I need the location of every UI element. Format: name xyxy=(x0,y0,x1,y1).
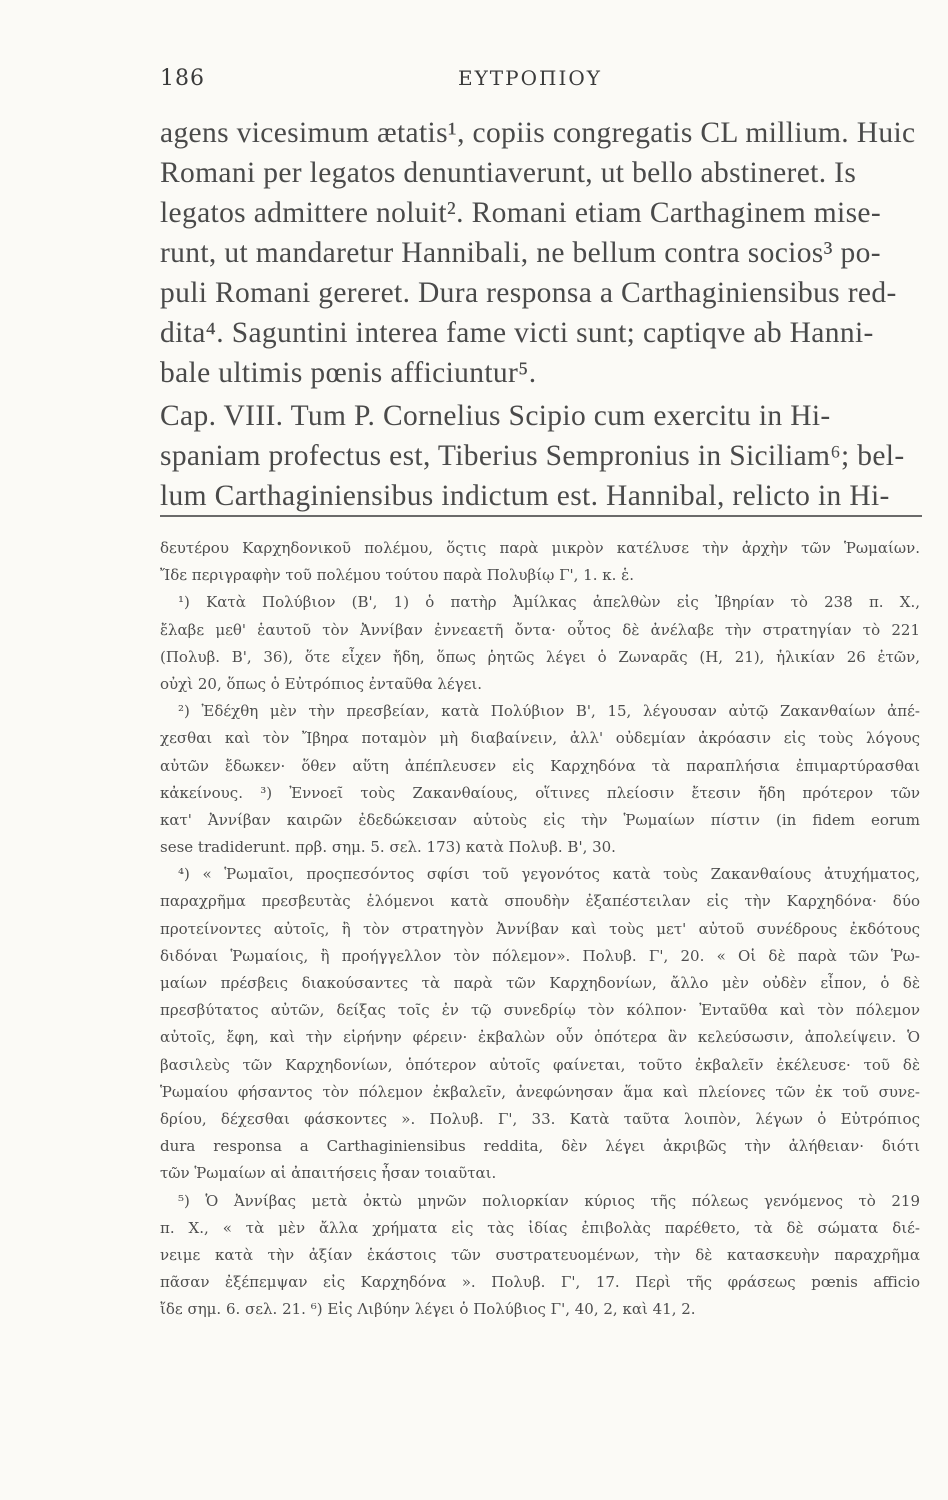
footnote-line: dura responsa a Carthaginiensibus reddita, δὲν λέγει ἀκριβῶς τὴν ἀλήθειαν· διότι xyxy=(160,1137,920,1156)
footnote-line: χεσθαι καὶ τὸν Ἴβηρα ποταμὸν μὴ διαβαίνειν, ἀλλ' οὐδεμίαν ἀκρόασιν εἰς τοὺς λόγους xyxy=(160,729,920,748)
footnote-line: δρίου, δέχεσθαι φάσκοντες ». Πολυβ. Γ', 33. Κατὰ ταῦτα λοιπὸν, λέγων ὁ Εὐτρόπιος xyxy=(160,1109,920,1128)
footnote-line: Ἴδε περιγραφὴν τοῦ πολέμου τούτου παρὰ Πολυβίῳ Γ', 1. κ. ἑ. xyxy=(160,566,634,585)
text-line: dita⁴. Saguntini interea fame victi sunt; captiqve ab Hanni- xyxy=(160,317,874,349)
footnote-line: ⁵) Ὁ Ἀννίβας μετὰ ὀκτὼ μηνῶν πολιορκίαν κύριος τῆς πόλεως γενόμενος τὸ 219 xyxy=(178,1191,920,1210)
main-text xyxy=(160,113,922,516)
footnotes xyxy=(160,535,920,1323)
footnote-line: πᾶσαν ἐξέπεμψαν εἰς Καρχηδόνα ». Πολυβ. Γ', 17. Περὶ τῆς φράσεως pœnis afficio xyxy=(160,1273,920,1292)
footnote-line: ²) Ἐδέχθη μὲν τὴν πρεσβείαν, κατὰ Πολύβιον Β', 15, λέγουσαν αὐτῷ Ζακανθαίων ἀπέ- xyxy=(178,702,920,721)
page-number: 186 xyxy=(160,66,205,91)
footnote-divider xyxy=(160,515,922,517)
footnote-line: ¹) Κατὰ Πολύβιον (Β', 1) ὁ πατὴρ Ἀμίλκας ἀπελθὼν εἰς Ἰβηρίαν τὸ 238 π. Χ., xyxy=(178,593,920,612)
text-line: puli Romani gereret. Dura responsa a Carthaginiensibus red- xyxy=(160,277,897,309)
footnote-line: τῶν Ῥωμαίων αἱ ἀπαιτήσεις ἦσαν τοιαῦται. xyxy=(160,1164,497,1183)
footnote-line: (Πολυβ. Β', 36), ὅτε εἶχεν ἤδη, ὅπως ῥητῶς λέγει ὁ Ζωναρᾶς (Η, 21), ἡλικίαν 26 ἐτῶν, xyxy=(160,647,920,666)
page-header xyxy=(160,66,860,96)
footnote-line: αὐτοῖς, ἔφη, καὶ τὴν εἰρήνην φέρειν· ἐκβαλὼν οὖν ὁπότερα ἂν κελεύσωσιν, ἀπολείψειν. Ὁ xyxy=(160,1028,920,1047)
footnote-line: ἔλαβε μεθ' ἑαυτοῦ τὸν Ἀννίβαν ἐννεαετῆ ὄντα· οὗτος δὲ ἀνέλαβε τὴν στρατηγίαν τὸ 221 xyxy=(160,620,920,639)
footnote-line: π. Χ., « τὰ μὲν ἄλλα χρήματα εἰς τὰς ἰδίας ἐπιβολὰς παρέθετο, τὰ δὲ σώματα διέ- xyxy=(160,1218,920,1237)
text-line: runt, ut mandaretur Hannibali, ne bellum contra socios³ po- xyxy=(160,237,881,269)
footnote-line: μαίων πρέσβεις διακούσαντες τὰ παρὰ τῶν Καρχηδονίων, ἄλλο μὲν οὐδὲν εἶπον, ὁ δὲ xyxy=(160,974,920,992)
footnote-line: βασιλεὺς τῶν Καρχηδονίων, ὁπότερον αὐτοῖς φαίνεται, τοῦτο ἐκβαλεῖν ἐκέλευσε· τοῦ δὲ xyxy=(160,1055,920,1074)
footnote-line: κἀκείνους. ³) Ἐννοεῖ τοὺς Ζακανθαίους, οἵτινες πλείοσιν ἔτεσιν ἤδη πρότερον τῶν xyxy=(160,783,920,802)
footnote-line: νειμε κατὰ τὴν ἀξίαν ἑκάστοις τῶν συστρατευομένων, τὴν δὲ κατασκευὴν παραχρῆμα xyxy=(160,1245,920,1264)
text-line: bale ultimis pœnis afficiuntur⁵. xyxy=(160,357,537,389)
running-head: ΕΥΤΡΟΠΙΟΥ xyxy=(458,66,602,90)
footnote-line: ἴδε σημ. 6. σελ. 21. ⁶) Εἰς Λιβύην λέγει ὁ Πολύβιος Γ', 40, 2, καὶ 41, 2. xyxy=(160,1300,696,1319)
footnote-line: sese tradiderunt. πρβ. σημ. 5. σελ. 173) κατὰ Πολυβ. Β', 30. xyxy=(160,838,616,857)
footnote-line: οὐχὶ 20, ὅπως ὁ Εὐτρόπιος ἐνταῦθα λέγει. xyxy=(160,674,483,693)
footnote-line: κατ' Ἀννίβαν καιρῶν ἐδεδώκεισαν αὑτοὺς εἰς τὴν Ῥωμαίων πίστιν (in fidem eorum xyxy=(160,810,920,829)
footnote-line: αὐτῶν ἔδωκεν· ὅθεν αὕτη ἀπέπλευσεν εἰς Καρχηδόνα τὰ παραπλήσια ἐπιμαρτύρασθαι xyxy=(160,756,920,775)
footnote-line: διδόναι Ῥωμαίοις, ἢ προήγγελλον τὸν πόλεμον». Πολυβ. Γ', 20. « Οἱ δὲ παρὰ τῶν Ῥω- xyxy=(160,946,920,965)
text-line: Romani per legatos denuntiaverunt, ut bello abstineret. Is xyxy=(160,157,857,189)
footnote-line: πρεσβύτατος αὐτῶν, δείξας τοῖς ἐν τῷ συνεδρίῳ τὸν κόλπον· Ἐνταῦθα καὶ τὸν πόλεμον xyxy=(160,1001,920,1020)
text-line: lum Carthaginiensibus indictum est. Hannibal, relicto in Hi- xyxy=(160,480,890,512)
text-line: spaniam profectus est, Tiberius Sempronius in Siciliam⁶; bel- xyxy=(160,440,905,472)
footnote-line: ⁴) « Ῥωμαῖοι, προςπεσόντος σφίσι τοῦ γεγονότος κατὰ τοὺς Ζακανθαίους ἀτυχήματος, xyxy=(178,865,920,884)
chapter-heading-line: Cap. VIII. Tum P. Cornelius Scipio cum exercitu in Hi- xyxy=(160,400,831,432)
text-line: legatos admittere noluit². Romani etiam Carthaginem mise- xyxy=(160,197,882,229)
footnote-line: προτείνοντες αὐτοῖς, ἢ τὸν στρατηγὸν Ἀννίβαν καὶ τοὺς μετ' αὐτοῦ συνέδρους ἐκδότους xyxy=(160,919,920,938)
footnote-line: Ῥωμαίου φήσαντος τὸν πόλεμον ἐκβαλεῖν, ἀνεφώνησαν ἅμα καὶ πλείονες τῶν ἐκ τοῦ συνε- xyxy=(160,1082,920,1101)
footnote-line: παραχρῆμα πρεσβευτὰς ἑλόμενοι κατὰ σπουδὴν ἐξαπέστειλαν εἰς τὴν Καρχηδόνα· δύο xyxy=(160,892,920,911)
footnote-line: δευτέρου Καρχηδονικοῦ πολέμου, ὅςτις παρὰ μικρὸν κατέλυσε τὴν ἀρχὴν τῶν Ῥωμαίων. xyxy=(160,539,920,557)
text-line: agens vicesimum ætatis¹, copiis congregatis CL millium. Huic xyxy=(160,117,916,149)
